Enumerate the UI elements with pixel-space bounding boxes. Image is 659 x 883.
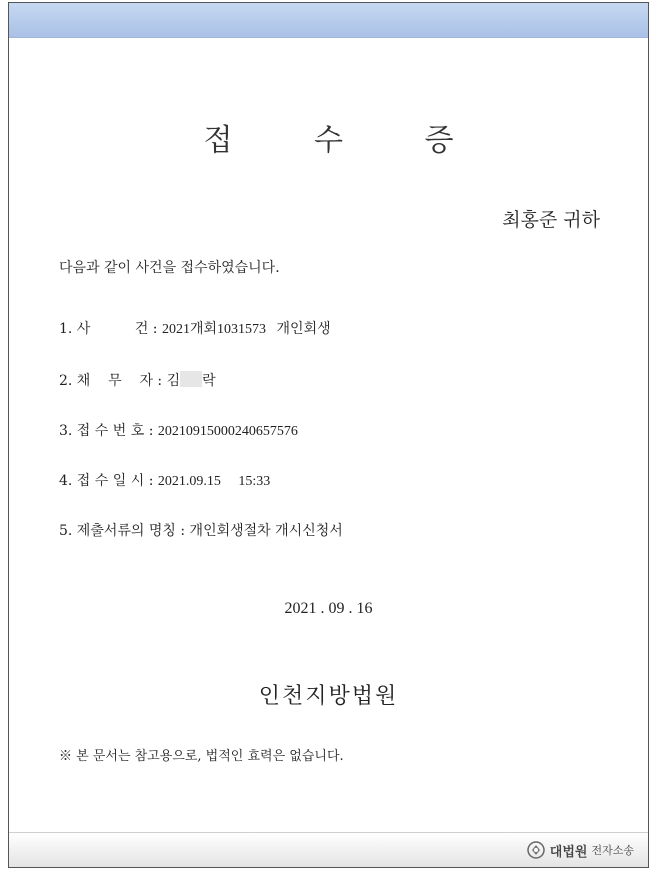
logo-sub-text: 전자소송 <box>591 844 634 857</box>
case-label: 1. 사 건 : <box>59 321 162 337</box>
receipt-datetime-value: 2021.09.15 15:33 <box>157 474 271 489</box>
issue-date: 2021 . 09 . 16 <box>284 600 373 617</box>
recipient: 최홍준 귀하 <box>502 209 600 231</box>
receipt-datetime-label: 4. 접 수 일 시 : <box>59 473 158 489</box>
debtor-name-last: 락 <box>202 373 216 389</box>
redaction-mask <box>180 371 202 387</box>
document-title: 접 수 증 <box>203 123 490 158</box>
receipt-number-label: 3. 접 수 번 호 : <box>59 423 158 439</box>
court-logo <box>526 840 634 860</box>
debtor-name-first: 김 <box>166 373 181 389</box>
document-name-value: 개인회생절차 개시신청서 <box>189 523 343 539</box>
court-emblem-icon <box>526 840 546 860</box>
case-row <box>59 318 331 338</box>
document-name-row <box>59 520 343 540</box>
court-name: 인천지방법원 <box>258 684 399 709</box>
header-bar <box>9 3 648 38</box>
receipt-number-value: 20210915000240657576 <box>157 424 298 439</box>
receipt-document <box>8 2 649 868</box>
notice-text: ※ 본 문서는 참고용으로, 법적인 효력은 없습니다. <box>59 749 344 764</box>
case-value: 2021개회1031573 개인회생 <box>161 322 331 337</box>
debtor-label: 2. 채 무 자 : <box>59 373 167 389</box>
intro-text: 다음과 같이 사건을 접수하였습니다. <box>59 260 280 276</box>
footer-bar <box>9 832 648 867</box>
logo-main-text: 대법원 <box>549 844 588 860</box>
document-name-label: 5. 제출서류의 명칭 : <box>59 523 190 539</box>
receipt-number-row <box>59 420 298 440</box>
debtor-row <box>59 370 216 390</box>
receipt-datetime-row <box>59 470 270 490</box>
